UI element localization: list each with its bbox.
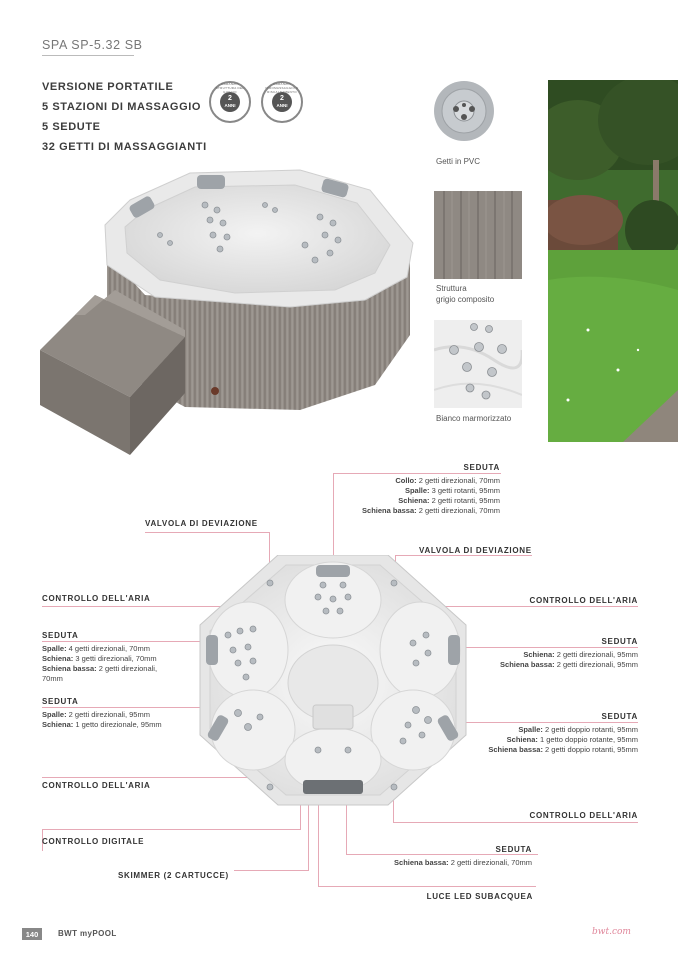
- detail-label: Spalle:: [404, 486, 430, 495]
- badge-unit: ANNI: [276, 103, 288, 108]
- feature-line: 5 SEDUTE: [42, 121, 101, 133]
- title-underline: [42, 55, 134, 56]
- grey-composite-swatch: [434, 191, 522, 279]
- detail-text: 2 getti direzionali, 70mm: [416, 506, 500, 515]
- badge-number: 2: [228, 95, 232, 102]
- detail-text: 2 getti rotanti, 95mm: [429, 496, 500, 505]
- callout-skimmer: SKIMMER (2 CARTUCCE): [118, 871, 229, 880]
- swatch-caption: [436, 413, 511, 424]
- detail-label: Schiena bassa:: [362, 506, 417, 515]
- detail-label: Schiena:: [42, 654, 74, 663]
- detail-text: 2 getti doppio rotanti, 95mm: [542, 745, 638, 754]
- callout-right-seat-1: [440, 637, 638, 670]
- detail-text: 2 getti direzionali,: [96, 664, 158, 673]
- callout-digital-control: CONTROLLO DIGITALE: [42, 837, 145, 846]
- garden-photo: [548, 80, 678, 442]
- detail-label: Schiena bassa:: [42, 664, 97, 673]
- page-title: SPA SP-5.32 SB: [42, 38, 143, 52]
- swatch-caption: [436, 283, 494, 305]
- detail-text: 4 getti direzionali, 70mm: [66, 644, 150, 653]
- detail-text: 3 getti direzionali, 70mm: [73, 654, 157, 663]
- detail-text: 2 getti direzionali, 95mm: [66, 710, 150, 719]
- leader-line: [42, 829, 301, 830]
- detail-label: Spalle:: [42, 644, 67, 653]
- callout-top-seat: [300, 463, 500, 516]
- leader-line: [318, 886, 536, 887]
- badge-ring-text: GARANZIA IDROMASSAGGIO E RISCALDAMENTO: [265, 82, 299, 94]
- detail-label: Schiena bassa:: [394, 858, 449, 867]
- detail-label: Schiena:: [42, 720, 74, 729]
- pvc-jet-swatch: [433, 80, 495, 142]
- detail-text: 70mm: [42, 674, 63, 683]
- detail-label: Spalle:: [42, 710, 67, 719]
- badge-unit: ANNI: [224, 103, 236, 108]
- feature-line: 32 GETTI DI MASSAGGIANTI: [42, 141, 207, 153]
- badge-ring-text: GARANZIA STRUTTURA DEL GUSCIO: [215, 82, 245, 94]
- detail-text: 2 getti direzionali, 70mm: [416, 476, 500, 485]
- caption-line: Struttura: [436, 284, 467, 293]
- detail-text: 1 getto direzionale, 95mm: [73, 720, 162, 729]
- callout-air-control: CONTROLLO DELL'ARIA: [529, 596, 638, 605]
- feature-line: 5 STAZIONI DI MASSAGGIO: [42, 101, 202, 113]
- detail-label: Schiena bassa:: [500, 660, 555, 669]
- callout-heading: SEDUTA: [42, 631, 79, 640]
- page-number: 140: [22, 928, 42, 940]
- callout-valve-right: VALVOLA DI DEVIAZIONE: [419, 546, 532, 555]
- detail-label: Schiena:: [523, 650, 555, 659]
- caption-line: grigio composito: [436, 295, 495, 304]
- detail-text: 2 getti direzionali, 95mm: [554, 650, 638, 659]
- detail-text: 2 getti direzionali, 95mm: [554, 660, 638, 669]
- leader-line: [234, 870, 309, 871]
- detail-text: 1 getto doppio rotante, 95mm: [537, 735, 638, 744]
- callout-left-seat-2: [42, 697, 217, 730]
- callout-heading: SEDUTA: [601, 637, 638, 646]
- warranty-badge-inner: [272, 92, 292, 112]
- feature-line: VERSIONE PORTATILE: [42, 81, 174, 93]
- callout-air-control: CONTROLLO DELL'ARIA: [42, 594, 151, 603]
- callout-right-seat-2: [430, 712, 638, 755]
- detail-label: Collo:: [395, 476, 417, 485]
- leader-line: [145, 532, 270, 533]
- warranty-badge-shell: [209, 81, 251, 123]
- spa-product-image: [35, 165, 415, 455]
- callout-heading: SEDUTA: [42, 697, 79, 706]
- spa-top-view-diagram: [198, 555, 468, 810]
- callout-led-light: LUCE LED SUBACQUEA: [426, 892, 533, 901]
- callout-valve-left: VALVOLA DI DEVIAZIONE: [145, 519, 258, 528]
- callout-heading: SEDUTA: [463, 463, 500, 472]
- detail-label: Schiena bassa:: [488, 745, 543, 754]
- footer-brand: BWT myPOOL: [58, 929, 117, 938]
- detail-text: 2 getti doppio rotanti, 95mm: [542, 725, 638, 734]
- callout-heading: SEDUTA: [601, 712, 638, 721]
- callout-air-control: CONTROLLO DELL'ARIA: [42, 781, 151, 790]
- callout-bottom-seat: [346, 845, 532, 868]
- footer-url: bwt.com: [592, 927, 631, 937]
- callout-left-seat-1: [42, 631, 212, 684]
- leader-line: [393, 822, 638, 823]
- detail-label: Spalle:: [518, 725, 543, 734]
- warranty-badge-hydro: [261, 81, 303, 123]
- badge-number: 2: [280, 95, 284, 102]
- detail-label: Schiena:: [506, 735, 538, 744]
- callout-air-control: CONTROLLO DELL'ARIA: [529, 811, 638, 820]
- detail-text: 2 getti direzionali, 70mm: [448, 858, 532, 867]
- detail-text: 3 getti rotanti, 95mm: [429, 486, 500, 495]
- white-marble-swatch: [434, 320, 522, 408]
- callout-heading: SEDUTA: [495, 845, 532, 854]
- swatch-caption: [436, 156, 480, 167]
- warranty-badge-inner: [220, 92, 240, 112]
- detail-label: Schiena:: [398, 496, 430, 505]
- caption-line: Getti in PVC: [436, 157, 481, 166]
- caption-line: Bianco marmorizzato: [436, 414, 512, 423]
